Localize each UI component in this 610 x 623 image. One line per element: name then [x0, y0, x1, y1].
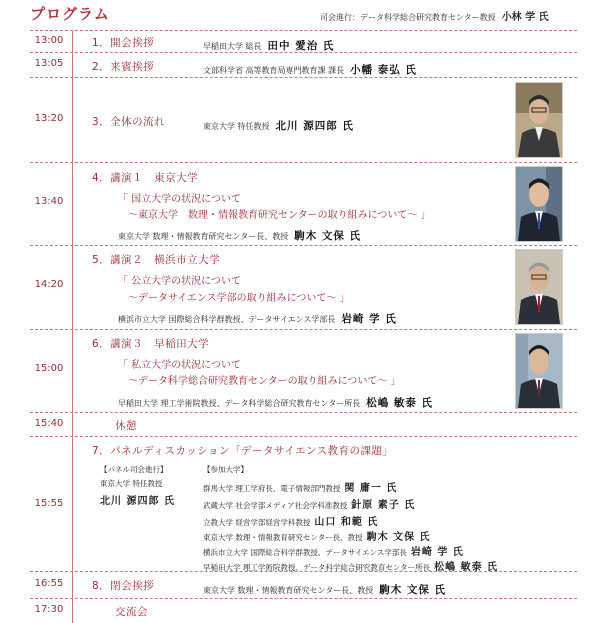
lecture2-title-line2: 〜データサイエンス学部の取り組みについて〜 」	[128, 293, 350, 304]
lecture2-title-line1: 「 公立大学の状況について	[118, 276, 241, 287]
panel-participants-heading: 【参加大学】	[203, 465, 248, 474]
speaker-affiliation: 早稲田大学 総長	[203, 42, 262, 51]
item-lecture1-label: 4．講演１ 東京大学	[92, 172, 199, 184]
speaker-name: 岩崎 学 氏	[341, 313, 397, 325]
row-separator	[30, 329, 577, 330]
speaker-name: 田中 愛治 氏	[267, 40, 335, 52]
time-slot: 13:20	[34, 113, 64, 124]
speaker-name: 松嶋 敏泰 氏	[366, 397, 434, 409]
participant-affiliation: 群馬大学 理工学府長、電子情報部門教授	[203, 484, 341, 493]
row-separator	[30, 162, 577, 163]
participant-name: 松嶋 敏泰 氏	[434, 562, 499, 573]
speaker-photo-iwasaki	[515, 249, 563, 325]
time-slot: 13:05	[34, 58, 64, 69]
time-slot: 14:20	[34, 279, 64, 290]
lecture2-speaker	[118, 307, 397, 326]
lecture3-speaker	[118, 391, 433, 410]
speaker-name: 小幡 泰弘 氏	[350, 64, 417, 76]
speaker-affiliation: 東京大学 数理・情報教育研究センター長、教授	[203, 586, 374, 595]
participant-name: 針原 素子 氏	[351, 500, 416, 511]
moderator-line	[320, 8, 549, 23]
time-slot: 15:40	[34, 418, 64, 429]
panel-moderator-affiliation: 東京大学 特任教授	[100, 479, 163, 488]
time-slot: 15:55	[34, 498, 64, 509]
lecture3-title-line2: 〜データ科学総合研究教育センターの取り組みについて〜 」	[128, 376, 401, 387]
speaker-photo-kitagawa	[515, 82, 563, 158]
item-guest-speaker	[203, 58, 417, 77]
row-separator	[30, 412, 577, 413]
panel-participant	[203, 555, 498, 574]
participant-name: 山口 和範 氏	[314, 517, 379, 528]
item-closing-speaker	[203, 578, 446, 597]
item-lecture3-label: 6．講演３ 早稲田大学	[92, 338, 210, 350]
item-break-label: 休憩	[115, 420, 137, 432]
row-separator	[30, 77, 577, 78]
lecture1-title-line2: 〜東京大学 数理・情報教育研究センターの取り組みについて〜 」	[128, 210, 431, 221]
time-slot: 17:30	[34, 604, 64, 615]
participant-affiliation: 立教大学 経営学部経営学科教授	[203, 518, 311, 527]
time-slot: 13:40	[34, 196, 64, 207]
time-slot: 15:00	[34, 363, 64, 374]
participant-name: 岩崎 学 氏	[410, 547, 464, 558]
participant-affiliation: 横浜市立大学 国際総合科学群教授、データサイエンス学部長	[203, 548, 407, 557]
participant-name: 駒木 文保 氏	[366, 532, 431, 543]
speaker-affiliation: 文部科学省 高等教育局専門教育課 課長	[203, 66, 345, 75]
item-overview-speaker	[203, 114, 354, 133]
lecture1-title-line1: 「 国立大学の状況について	[118, 194, 241, 205]
row-separator	[30, 598, 577, 599]
timeline-divider	[72, 30, 73, 623]
item-guest-label: 2．来賓挨拶	[92, 61, 155, 73]
item-panel-label: 7．パネルディスカッション「データサイエンス教育の課題」	[92, 445, 394, 457]
panel-moderator-name: 北川 源四郎 氏	[100, 496, 175, 507]
speaker-name: 北川 源四郎 氏	[275, 120, 354, 132]
time-slot: 13:00	[34, 35, 64, 46]
item-reception-label: 交流会	[115, 606, 148, 618]
participant-affiliation: 早稲田大学 理工学術院教授、データ科学総合研究教育センター所長	[203, 563, 431, 572]
speaker-affiliation: 東京大学 数理・情報教育研究センター長、教授	[118, 232, 289, 241]
row-separator	[30, 30, 577, 31]
speaker-photo-matsushima	[515, 333, 563, 409]
speaker-photo-komaki	[515, 166, 563, 242]
item-closing-label: 8．閉会挨拶	[92, 580, 155, 592]
lecture1-speaker	[118, 224, 361, 243]
program-title: プログラム	[30, 5, 110, 23]
item-opening-speaker	[203, 34, 334, 53]
item-lecture2-label: 5．講演２ 横浜市立大学	[92, 254, 221, 266]
moderator-name: 小林 学 氏	[501, 12, 549, 23]
panel-moderator-heading: 【パネル司会進行】	[100, 465, 168, 474]
item-overview-label: 3．全体の流れ	[92, 116, 166, 128]
row-separator	[30, 436, 577, 437]
participant-name: 関 庸一 氏	[344, 483, 398, 494]
speaker-name: 駒木 文保 氏	[294, 230, 362, 242]
speaker-affiliation: 早稲田大学 理工学術院教授、データ科学総合研究教育センター所長	[118, 399, 361, 408]
time-slot: 16:55	[34, 578, 64, 589]
speaker-affiliation: 横浜市立大学 国際総合科学群教授、データサイエンス学部長	[118, 315, 336, 324]
lecture3-title-line1: 「 私立大学の状況について	[118, 360, 241, 371]
speaker-name: 駒木 文保 氏	[379, 584, 447, 596]
speaker-affiliation: 東京大学 特任教授	[203, 122, 270, 131]
participant-affiliation: 武蔵大学 社会学部メディア社会学科准教授	[203, 501, 348, 510]
item-opening-label: 1．開会挨拶	[92, 37, 155, 49]
participant-affiliation: 東京大学 数理・情報教育研究センター長、教授	[203, 533, 363, 542]
moderator-role: 司会進行：データ科学総合研究教育センター教授	[320, 13, 496, 22]
row-separator	[30, 245, 577, 246]
